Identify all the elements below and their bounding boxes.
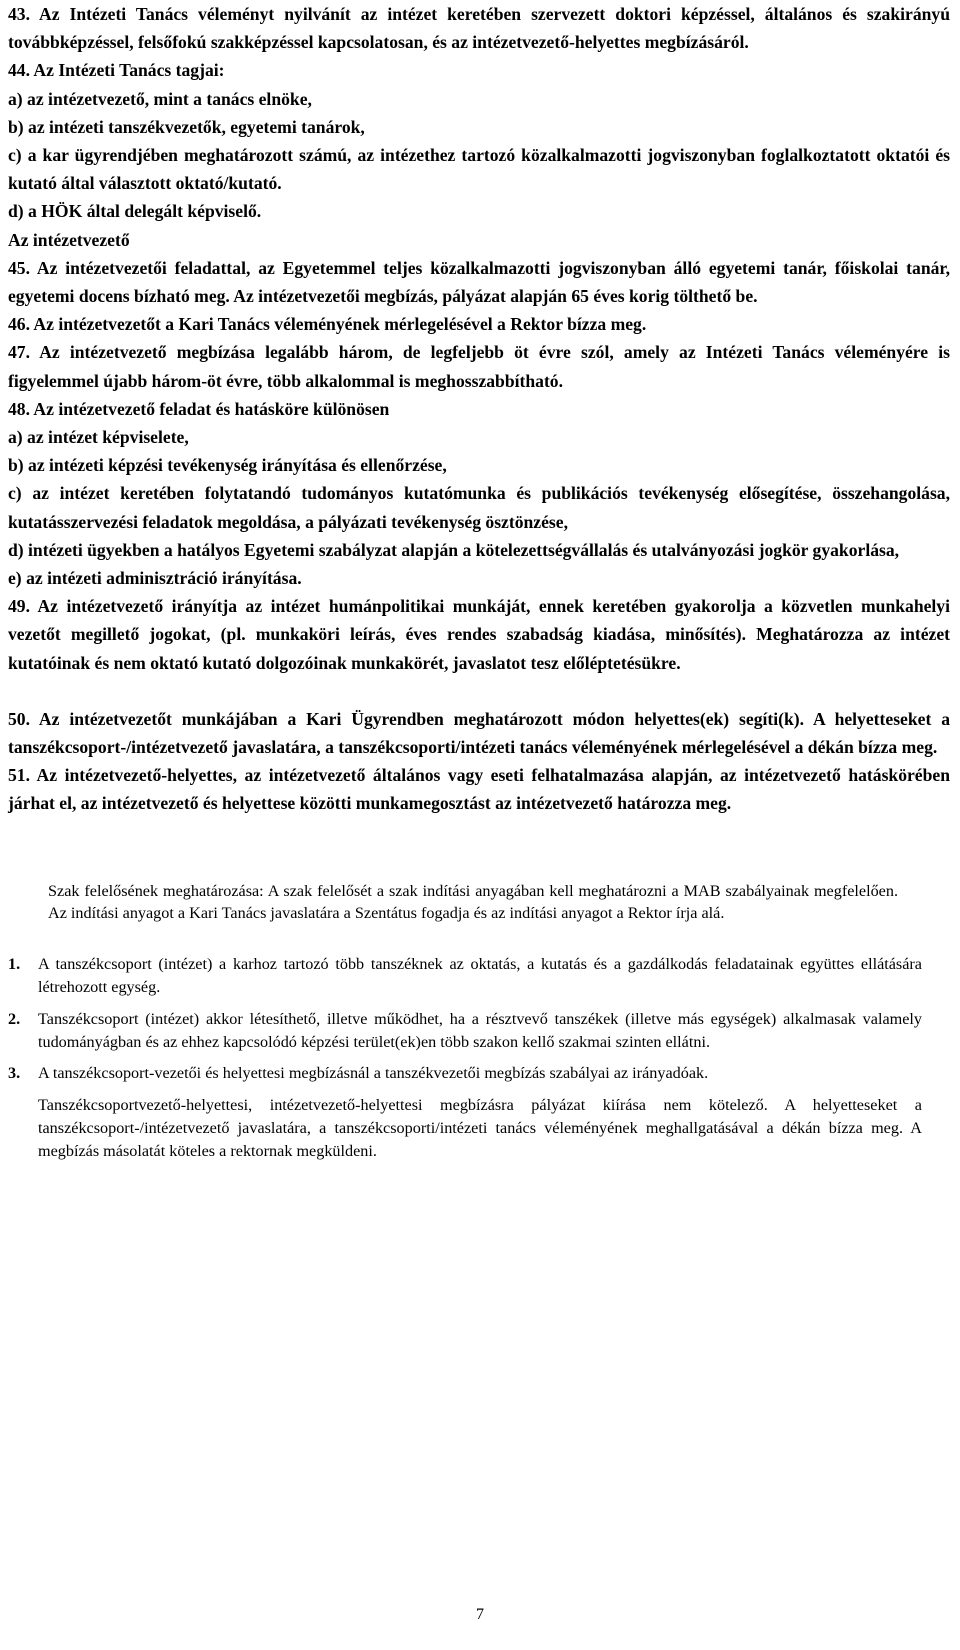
intro-text: Szak felelősének meghatározása: A szak felelősét a szak indítási anyagában kell meghatározni a MAB szabályainak megfelelően. Az indítási anyagot a Kari Tanács javaslatára a Szentátus fogadja és az indítási anyagot a Rektor írja alá.: [48, 881, 898, 923]
paragraph-43: 43. Az Intézeti Tanács véleményt nyilvánít az intézet keretében szervezett doktori képzéssel, általános és szakirányú továbbképzéssel, felsőfokú szakképzéssel kapcsolatosan, és az intézetvezető-helyettes megbízásáról.: [8, 4, 950, 53]
paragraph-48: 48. Az intézetvezető feladat és hatásköre különösen: [8, 398, 390, 419]
paragraph-44: 44. Az Intézeti Tanács tagjai:: [8, 60, 225, 81]
page-number: 7: [476, 1606, 484, 1623]
section-heading: Az intézetvezető: [8, 229, 130, 250]
paragraph-48e: e) az intézeti adminisztráció irányítása.: [8, 568, 302, 589]
paragraph-50: 50. Az intézetvezetőt munkájában a Kari Ügyrendben meghatározott módon helyettes(ek) segíti(k). A helyetteseket a tanszékcsoport-/intézetvezető javaslatára, a tanszékcsoporti/intézeti tanács véleményének mérlegelésével a dékán bízza meg.: [8, 708, 950, 758]
paragraph-45: 45. Az intézetvezetői feladattal, az Egyetemmel teljes közalkalmazotti jogviszonyban álló egyetemi tanár, főiskolai tanár, egyetemi docens bízható meg. Az intézetvezetői megbízás, pályázat alapján 65 éves korig tölthető be.: [8, 257, 950, 307]
paragraph-48b: b) az intézeti képzési tevékenység irányítása és ellenőrzése,: [8, 455, 447, 476]
list-item-text: A tanszékcsoport-vezetői és helyettesi megbízásnál a tanszékvezetői megbízás szabályai az irányadóak.: [38, 1064, 709, 1083]
paragraph-51: 51. Az intézetvezető-helyettes, az intézetvezető általános vagy eseti felhatalmazása alapján, az intézetvezető hatáskörében járhat el, az intézetvezető és helyettese közötti munkamegosztást az intézetvezető határozza meg.: [8, 765, 950, 814]
paragraph-49: 49. Az intézetvezető irányítja az intézet humánpolitikai munkáját, ennek keretében gyakorolja a közvetlen munkahelyi vezetőt megillető jogokat, (pl. munkaköri leírás, éves rendes szabadság kiadása, minősítés). Meghatározza az intézet kutatóinak és nem oktató kutató dolgozóinak munkakörét, javaslatot tesz előléptetésükre.: [8, 596, 950, 673]
paragraph-46: 46. Az intézetvezetőt a Kari Tanács véleményének mérlegelésével a Rektor bízza meg.: [8, 314, 647, 335]
note-text: Tanszékcsoportvezető-helyettesi, intézetvezető-helyettesi megbízásra pályázat kiírása nem kötelező. A helyetteseket a tanszékcsoport-/intézetvezető javaslatára, a tanszékcsoporti/intézeti tanács véleményének meghallgatásával a dékán bízza meg. A megbízás másolatát köteles a rektornak megküldeni.: [38, 1096, 922, 1160]
list-item-text: A tanszékcsoport (intézet) a karhoz tartozó több tanszéknek az oktatás, a kutatás és a gazdálkodás feladatainak együttes ellátására létrehozott egység.: [38, 955, 922, 997]
paragraph-44c: c) a kar ügyrendjében meghatározott számú, az intézethez tartozó közalkalmazotti jogviszonyban foglalkoztatott oktatói és kutató által választott oktató/kutató.: [8, 145, 950, 194]
spacer: [8, 677, 950, 705]
numbered-list: [8, 953, 922, 1085]
paragraph-44b: b) az intézeti tanszékvezetők, egyetemi tanárok,: [8, 116, 365, 137]
paragraph-48d: d) intézeti ügyekben a hatályos Egyetemi szabályzat alapján a kötelezettségvállalás és utalványozási jogkör gyakorlása,: [8, 539, 900, 560]
regulation-section: [8, 0, 950, 818]
list-item-number: 2.: [8, 1009, 21, 1028]
list-item: [8, 953, 922, 999]
paragraph-44a: a) az intézetvezető, mint a tanács elnöke,: [8, 88, 312, 109]
list-item: [8, 1062, 922, 1085]
note-block: [38, 1094, 922, 1162]
intro-block: [48, 880, 898, 926]
list-item: [8, 1008, 922, 1054]
paragraph-44d: d) a HÖK által delegált képviselő.: [8, 201, 262, 222]
paragraph-47: 47. Az intézetvezető megbízása legalább három, de legfeljebb öt évre szól, amely az Intézeti Tanács véleményére is figyelemmel újabb három-öt évre, több alkalommal is meghosszabbítható.: [8, 342, 950, 391]
paragraph-48c: c) az intézet keretében folytatandó tudományos kutatómunka és publikációs tevékenység elősegítése, összehangolása, kutatásszervezési feladatok megoldása, a pályázati tevékenység ösztönzése,: [8, 483, 950, 532]
paragraph-48a: a) az intézet képviselete,: [8, 427, 189, 448]
document-page: [8, 0, 950, 1163]
list-item-number: 1.: [8, 955, 21, 974]
list-item-number: 3.: [8, 1064, 21, 1083]
list-item-text: Tanszékcsoport (intézet) akkor létesíthető, illetve működhet, ha a résztvevő tanszékek (illetve más egységek) alkalmasak valamely tudományágban és az ehhez kapcsolódó képzési terület(ek)en több szakon kellő szakmai szinten ellátni.: [38, 1009, 922, 1051]
